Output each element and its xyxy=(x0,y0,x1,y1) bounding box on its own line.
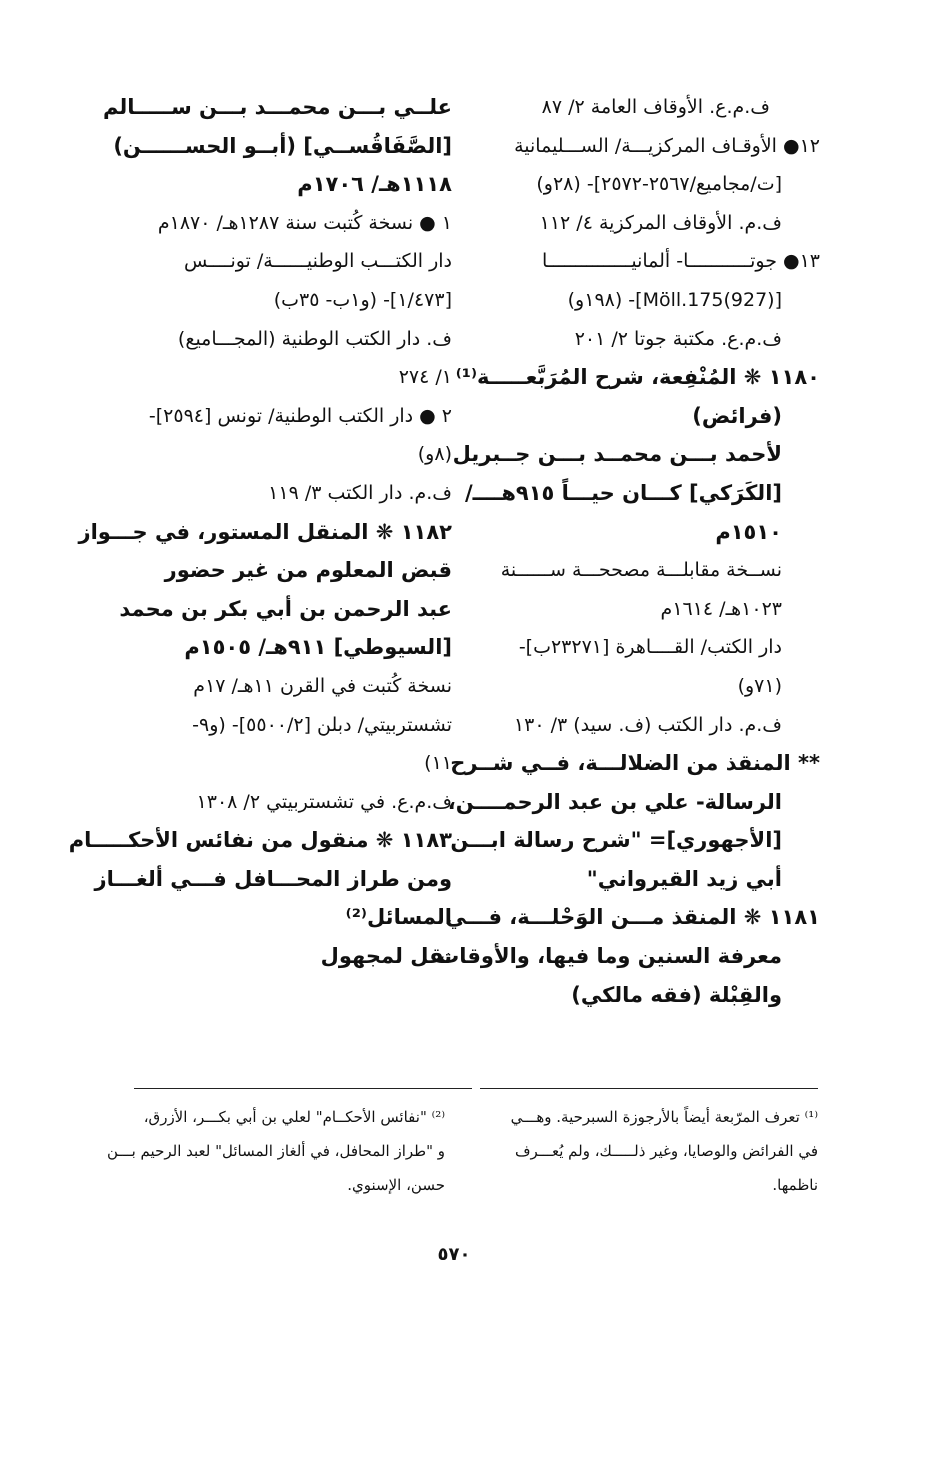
entry-heading-line: (فرائض) xyxy=(692,403,782,428)
entry-line: ١١) xyxy=(424,752,452,775)
entry-heading-line: عبد الرحمن بن أبي بكر بن محمد xyxy=(119,596,452,621)
entry-heading-line: ١١٨٢ ❋ المنقل المستور، في جـــواز xyxy=(78,519,452,544)
footnote-divider-right xyxy=(480,1088,818,1089)
footnote-line: ⁽¹⁾ تعرف المرّبعة أيضاً بالأرجوزة السبرحية. وهـــي xyxy=(510,1108,818,1126)
left-column xyxy=(68,88,452,976)
footnote-line: ⁽²⁾ "نفائس الأحكــام" لعلي بن أبي بكـــر، الأزرق، xyxy=(143,1108,445,1126)
entry-line: ف.م.ع. في تشستربيتي ٢/ ١٣٠٨ xyxy=(196,790,452,813)
entry-heading-line: معرفة السنين وما فيها، والأوقات xyxy=(438,944,782,969)
entry-heading-line: [السيوطي] ٩١١هـ/ ١٥٠٥م xyxy=(184,635,452,660)
entry-heading-line: ١١١٨هـ/ ١٧٠٦م xyxy=(297,172,452,197)
entry-line: ف. دار الكتب الوطنية (المجـــاميع) xyxy=(177,327,452,350)
entry-heading-line: الرسالة- علي بن عبد الرحمــــن، xyxy=(447,789,782,814)
footnote-line: ناظمها. xyxy=(772,1176,818,1194)
entry-line: نسخة كُتبت في القرن ١١هـ/ ١٧م xyxy=(193,674,452,697)
entry-line: [ت/مجاميع/٢٥٦٧-٢٥٧٢]- (٢٨و) xyxy=(536,173,782,196)
entry-line: ف.م. الأوقاف المركزية ٤/ ١١٢ xyxy=(539,211,782,234)
entry-heading-line: لأحمد بـــن محمــد بـــن جــبريل xyxy=(452,442,782,467)
entry-heading-line: نقل لمجهول xyxy=(320,944,452,969)
page-number: ٥٧٠ xyxy=(437,1244,471,1265)
entry-line: ف.م.ع. مكتبة جوتا ٢/ ٢٠١ xyxy=(574,327,782,350)
footnote-line: و "طراز المحافل، في ألغاز المسائل" لعبد الرحيم بـــن xyxy=(107,1142,445,1160)
entry-line: ١ ● نسخة كُتبت سنة ١٢٨٧هـ/ ١٨٧٠م xyxy=(157,211,452,234)
footnotes-left xyxy=(105,1100,445,1202)
entry-line: دار الكتـــب الوطنيــــــة/ تونــــس xyxy=(183,250,452,273)
entry-line: ف.م. دار الكتب ٣/ ١١٩ xyxy=(268,481,452,504)
entry-heading-line: ١٥١٠م xyxy=(715,519,782,544)
entry-line: ١٠٢٣هـ/ ١٦١٤م xyxy=(660,597,782,620)
entry-heading-line: والقِبْلة (فقه مالكي) xyxy=(571,982,782,1007)
entry-line: ف.م.ع. الأوقاف العامة ٢/ ٨٧ xyxy=(541,96,770,118)
entry-line: [١/٤٧٣]- (و١ب- ٣٥ب) xyxy=(273,288,452,311)
entry-line: ١٢● الأوقـاف المركزيـــة/ الســـليمانية xyxy=(514,134,820,157)
entry-line: (٧١و) xyxy=(737,674,782,697)
entry-heading-line: قبض المعلوم من غير حضور xyxy=(164,558,452,583)
entry-line: [(927)Möll.175]- (١٩٨و) xyxy=(567,288,782,311)
footnote-line: حسن، الإسنوي. xyxy=(347,1176,445,1194)
entry-heading-line: ١١٨٠ ❋ المُنْفِعة، شرح المُرَبَّعـــــة⁽¹⁾ xyxy=(455,365,820,390)
entry-heading-line: علــي بـــن محمـــد بـــن ســـــالم xyxy=(102,95,452,119)
entry-line: نســخة مقابلـــة مصححـــة ســــــنة xyxy=(500,559,782,582)
entry-heading-line: [الأجهوري]= "شرح رسالة ابـــن xyxy=(450,828,782,853)
entry-line: (٨و) xyxy=(417,443,452,466)
entry-heading-line: المسائل⁽²⁾ xyxy=(345,905,452,930)
entry-line: ف.م. دار الكتب (ف. سيد) ٣/ ١٣٠ xyxy=(513,713,782,736)
entry-line: دار الكتب/ القــــاهرة [٢٣٢٧١ب]- xyxy=(518,636,782,659)
entry-line: ١٣● جوتـــــــــــا- ألمانيـــــــــــــــا xyxy=(542,250,820,273)
entry-heading-line: [الصَّفَاقُســي] (أبــو الحســــــن) xyxy=(113,133,452,158)
right-column xyxy=(438,88,820,1014)
footnotes-right xyxy=(478,1100,818,1202)
entry-heading-line: [الكَرَكي] كـــان حيـــاً ٩١٥هــــ/ xyxy=(464,480,782,505)
footnote-divider-left xyxy=(134,1088,472,1089)
entry-heading-line: ١١٨١ ❋ المنقذ مـــن الوَحْلـــة، فـــي xyxy=(445,905,820,930)
entry-line: ١/ ٢٧٤ xyxy=(398,366,452,389)
entry-heading-line: ** المنقذ من الضلالـــة، فــي شــرح xyxy=(450,751,820,776)
entry-line: ٢ ● دار الكتب الوطنية/ تونس [٢٥٩٤]- xyxy=(148,404,452,427)
entry-line: تشستربيتي/ دبلن [٥٥٠٠/٢]- (و٩- xyxy=(192,713,452,736)
footnote-line: في الفرائض والوصايا، وغير ذلـــــك، ولم يُعـــرف xyxy=(514,1142,818,1160)
entry-heading-line: أبي زيد القيرواني" xyxy=(586,866,782,891)
entry-heading-line: ومن طراز المحـــافل فـــي ألغـــاز xyxy=(94,866,452,891)
entry-heading-line: ١١٨٣ ❋ منقول من نفائس الأحكـــــام xyxy=(68,828,452,853)
